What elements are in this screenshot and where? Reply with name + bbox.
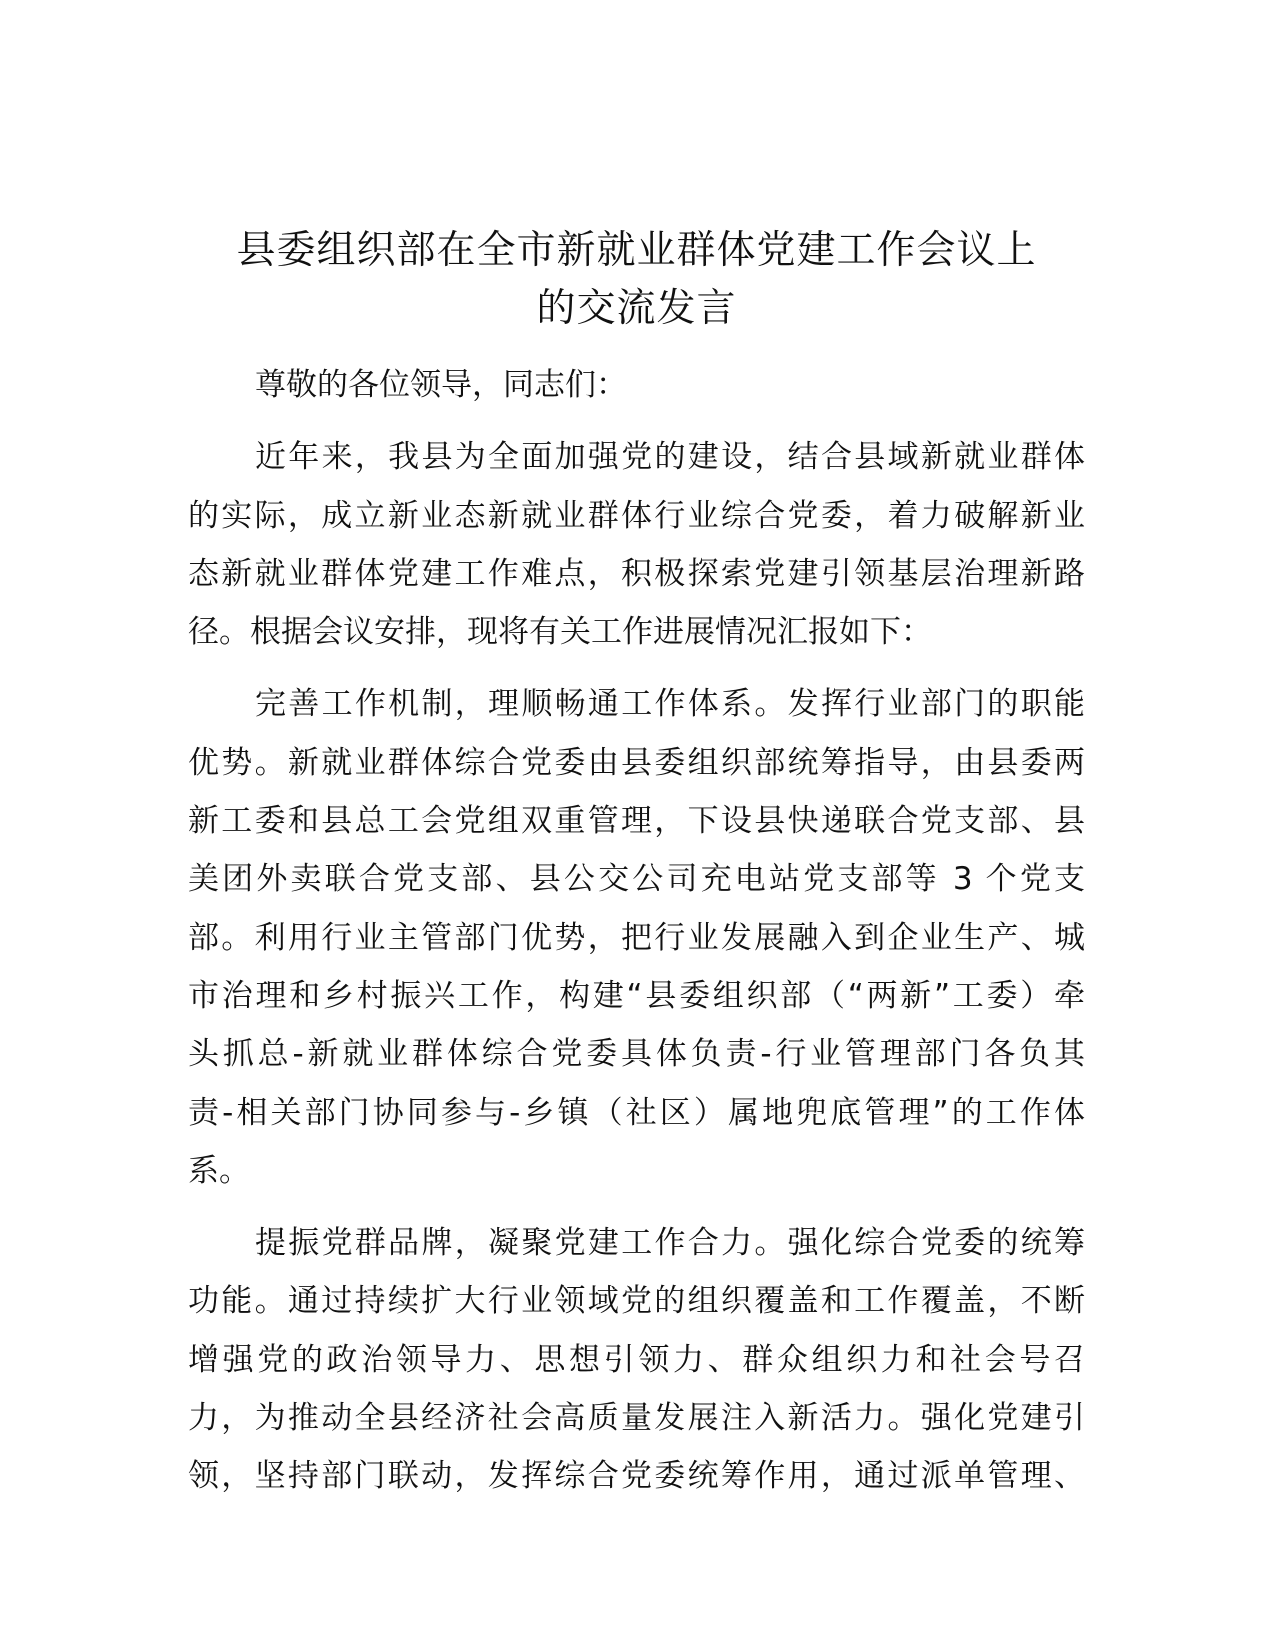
paragraph-line: 系。 (188, 1152, 250, 1189)
paragraph-line: 增强党的政治领导力、思想引领力、群众组织力和社会号召 (188, 1341, 1085, 1378)
paragraph-line: 近年来，我县为全面加强党的建设，结合县域新就业群体 (255, 439, 1085, 476)
paragraph-line: 态新就业群体党建工作难点，积极探索党建引领基层治理新路 (188, 555, 1085, 592)
paragraph-line: 部。利用行业主管部门优势，把行业发展融入到企业生产、城 (188, 919, 1085, 956)
paragraph-line: 的实际，成立新业态新就业群体行业综合党委，着力破解新业 (188, 497, 1085, 534)
paragraph-work-mechanism (188, 675, 1085, 1200)
paragraph-line: 责-相关部门协同参与-乡镇（社区）属地兜底管理”的工作体 (188, 1094, 1085, 1131)
paragraph-line: 头抓总-新就业群体综合党委具体负责-行业管理部门各负其 (188, 1036, 1085, 1073)
paragraph-line: 优势。新就业群体综合党委由县委组织部统筹指导，由县委两 (188, 744, 1085, 781)
paragraph-line: 美团外卖联合党支部、县公交公司充电站党支部等 3 个党支 (188, 861, 1085, 898)
paragraph-line: 功能。通过持续扩大行业领域党的组织覆盖和工作覆盖，不断 (188, 1283, 1085, 1320)
title-line-1: 县委组织部在全市新就业群体党建工作会议上 (236, 228, 1037, 273)
paragraph-party-brand (188, 1214, 1085, 1505)
paragraph-intro (188, 428, 1085, 661)
paragraph-line: 提振党群品牌，凝聚党建工作合力。强化综合党委的统筹 (255, 1225, 1085, 1262)
document-title (188, 222, 1085, 338)
paragraph-line: 新工委和县总工会党组双重管理，下设县快递联合党支部、县 (188, 803, 1085, 840)
document-body (188, 356, 1085, 1520)
paragraph-line: 市治理和乡村振兴工作，构建“县委组织部（“两新”工委）牵 (188, 977, 1085, 1014)
paragraph-line: 力，为推动全县经济社会高质量发展注入新活力。强化党建引 (188, 1400, 1085, 1437)
greeting-paragraph (188, 356, 1085, 414)
paragraph-line: 领，坚持部门联动，发挥综合党委统筹作用，通过派单管理、 (188, 1458, 1085, 1495)
title-line-2: 的交流发言 (536, 286, 737, 331)
paragraph-line: 径。根据会议安排，现将有关工作进展情况汇报如下： (188, 614, 932, 651)
paragraph-line: 完善工作机制，理顺畅通工作体系。发挥行业部门的职能 (255, 686, 1085, 723)
greeting: 尊敬的各位领导，同志们： (255, 367, 627, 403)
